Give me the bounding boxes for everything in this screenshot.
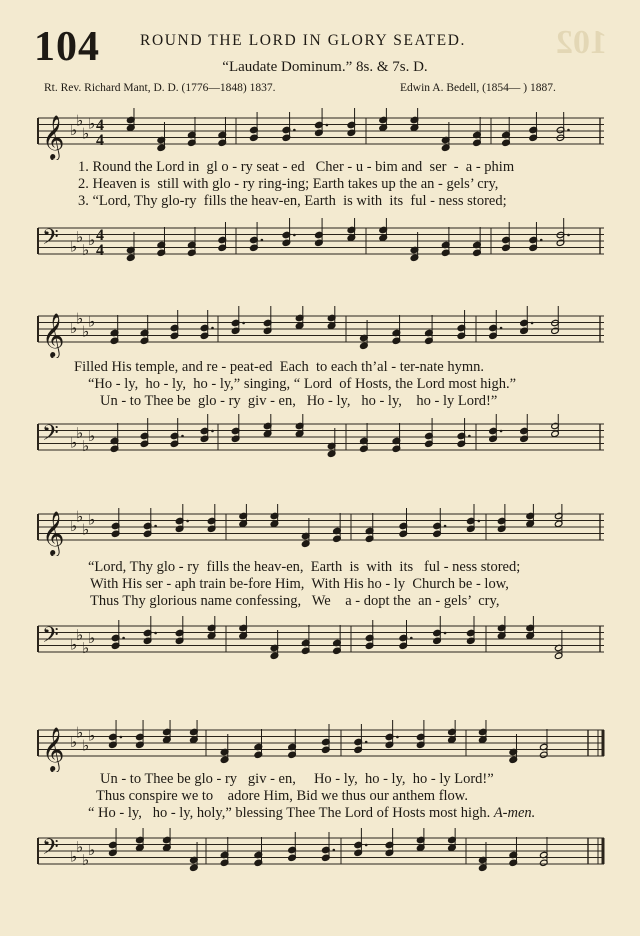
hymn-number: 104	[34, 24, 100, 70]
verse-line: Un - to Thee be glo - ry giv - en, Ho - ly, ho - ly, ho - ly Lord!”	[100, 393, 498, 409]
flat-sign: ♭	[88, 427, 96, 445]
verse-line: “Ho - ly, ho - ly, ho - ly,” singing, “ Lord of Hosts, the Lord most high.”	[88, 376, 517, 392]
dot	[500, 327, 503, 330]
flat-sign: ♭	[76, 423, 84, 442]
dot	[478, 520, 481, 523]
dot	[261, 239, 264, 242]
dot	[186, 520, 189, 523]
verse-line: “Lord, Thy glo - ry fills the heav-en, Earth is with its ful - ness stored;	[88, 559, 521, 575]
flat-sign: ♭	[88, 114, 96, 133]
flat-sign: ♭	[82, 124, 90, 143]
flat-sign: ♭	[70, 319, 78, 337]
treble-clef: 𝄞	[42, 313, 65, 357]
dot	[122, 637, 125, 640]
flat-sign: ♭	[70, 121, 78, 139]
flat-sign: ♭	[82, 736, 90, 755]
flat-sign: ♭	[76, 723, 84, 742]
dot	[531, 322, 534, 325]
verse-line: With His ser - aph train be-fore Him, With His ho - ly Church be - low,	[90, 576, 509, 592]
flat-sign: ♭	[70, 517, 78, 535]
dot	[293, 234, 296, 237]
music-credit: Edwin A. Bedell, (1854— ) 1887.	[400, 82, 556, 94]
time-signature-top: 4	[96, 227, 104, 244]
dot	[444, 525, 447, 528]
dot	[211, 327, 214, 330]
dot	[326, 124, 329, 127]
dot	[333, 849, 336, 852]
dot	[468, 435, 471, 438]
flat-sign: ♭	[70, 847, 78, 866]
flat-sign: ♭	[88, 841, 96, 859]
verse-text: “ Ho - ly, ho - ly, holy,” blessing Thee The Lord of Hosts most high.	[88, 805, 491, 821]
flat-sign: ♭	[82, 322, 90, 341]
dot	[211, 430, 214, 433]
dot	[444, 632, 447, 635]
dot	[396, 736, 399, 739]
bass-clef: 𝄢	[42, 623, 59, 653]
flat-sign: ♭	[82, 850, 90, 869]
bass-clef: 𝄢	[42, 225, 59, 255]
flat-sign: ♭	[82, 638, 90, 657]
flat-sign: ♭	[70, 237, 78, 256]
dot	[540, 239, 543, 242]
verse-line: Thus Thy glorious name confessing, We a - dopt the an - gels’ cry,	[90, 593, 500, 609]
verse-line: 2. Heaven is still with glo - ry ring-ing; Earth takes up the an - gels’ cry,	[78, 176, 499, 192]
dot	[181, 435, 184, 438]
treble-staff-system-3	[36, 504, 608, 556]
time-signature-bottom: 4	[96, 132, 104, 149]
time-signature-bottom: 4	[96, 242, 104, 259]
flat-sign: ♭	[88, 726, 96, 745]
hymn-title: ROUND THE LORD IN GLORY SEATED.	[140, 32, 467, 49]
verse-line: Thus conspire we to adore Him, Bid we thus our anthem flow.	[96, 788, 468, 804]
treble-staff-system-2	[36, 306, 608, 358]
verse-line: 3. “Lord, Thy glo-ry fills the heav-en, Earth is with its ful - ness stored;	[78, 193, 507, 209]
flat-sign: ♭	[70, 635, 78, 654]
flat-sign: ♭	[76, 507, 84, 526]
treble-staff-system-1	[36, 108, 608, 160]
flat-sign: ♭	[76, 309, 84, 328]
bass-staff-system-1	[36, 218, 608, 270]
flat-sign: ♭	[76, 837, 84, 856]
flat-sign: ♭	[88, 510, 96, 529]
dot	[567, 234, 570, 237]
bleed-through-page-number: 102	[556, 24, 607, 61]
time-signature-top: 4	[96, 117, 104, 134]
flat-sign: ♭	[82, 520, 90, 539]
verse-line: 1. Round the Lord in gl o - ry seat - ed Cher - u - bim and ser - a - phim	[78, 159, 515, 175]
treble-clef: 𝄞	[42, 727, 65, 771]
dot	[293, 129, 296, 132]
flat-sign: ♭	[88, 312, 96, 331]
dot	[154, 632, 157, 635]
treble-staff-system-4	[36, 720, 608, 772]
dot	[365, 741, 368, 744]
words-credit: Rt. Rev. Richard Mant, D. D. (1776—1848) 1837.	[44, 82, 276, 94]
verse-line	[88, 806, 535, 821]
bass-staff-system-4	[36, 828, 608, 880]
dot	[365, 844, 368, 847]
treble-clef: 𝄞	[42, 511, 65, 555]
verse-line: Un - to Thee be glo - ry giv - en, Ho - ly, ho - ly, ho - ly Lord!”	[100, 771, 494, 787]
flat-sign: ♭	[70, 433, 78, 452]
flat-sign: ♭	[82, 240, 90, 259]
amen-label: A-men.	[493, 805, 536, 821]
tune-and-meter: “Laudate Dominum.” 8s. & 7s. D.	[222, 59, 428, 75]
bass-clef: 𝄢	[42, 835, 59, 865]
dot	[120, 736, 123, 739]
bass-clef: 𝄢	[42, 421, 59, 451]
flat-sign: ♭	[76, 111, 84, 130]
dot	[410, 637, 413, 640]
flat-sign: ♭	[76, 625, 84, 644]
bass-staff-system-3	[36, 616, 608, 668]
flat-sign: ♭	[88, 231, 96, 249]
flat-sign: ♭	[88, 629, 96, 647]
bass-staff-system-2	[36, 414, 608, 466]
flat-sign: ♭	[76, 227, 84, 246]
dot	[154, 525, 157, 528]
dot	[500, 430, 503, 433]
flat-sign: ♭	[70, 733, 78, 751]
flat-sign: ♭	[82, 436, 90, 455]
dot	[567, 129, 570, 132]
treble-clef: 𝄞	[42, 115, 65, 159]
verse-line: Filled His temple, and re - peat-ed Each to each th’al - ter-nate hymn.	[74, 359, 484, 375]
dot	[242, 322, 245, 325]
